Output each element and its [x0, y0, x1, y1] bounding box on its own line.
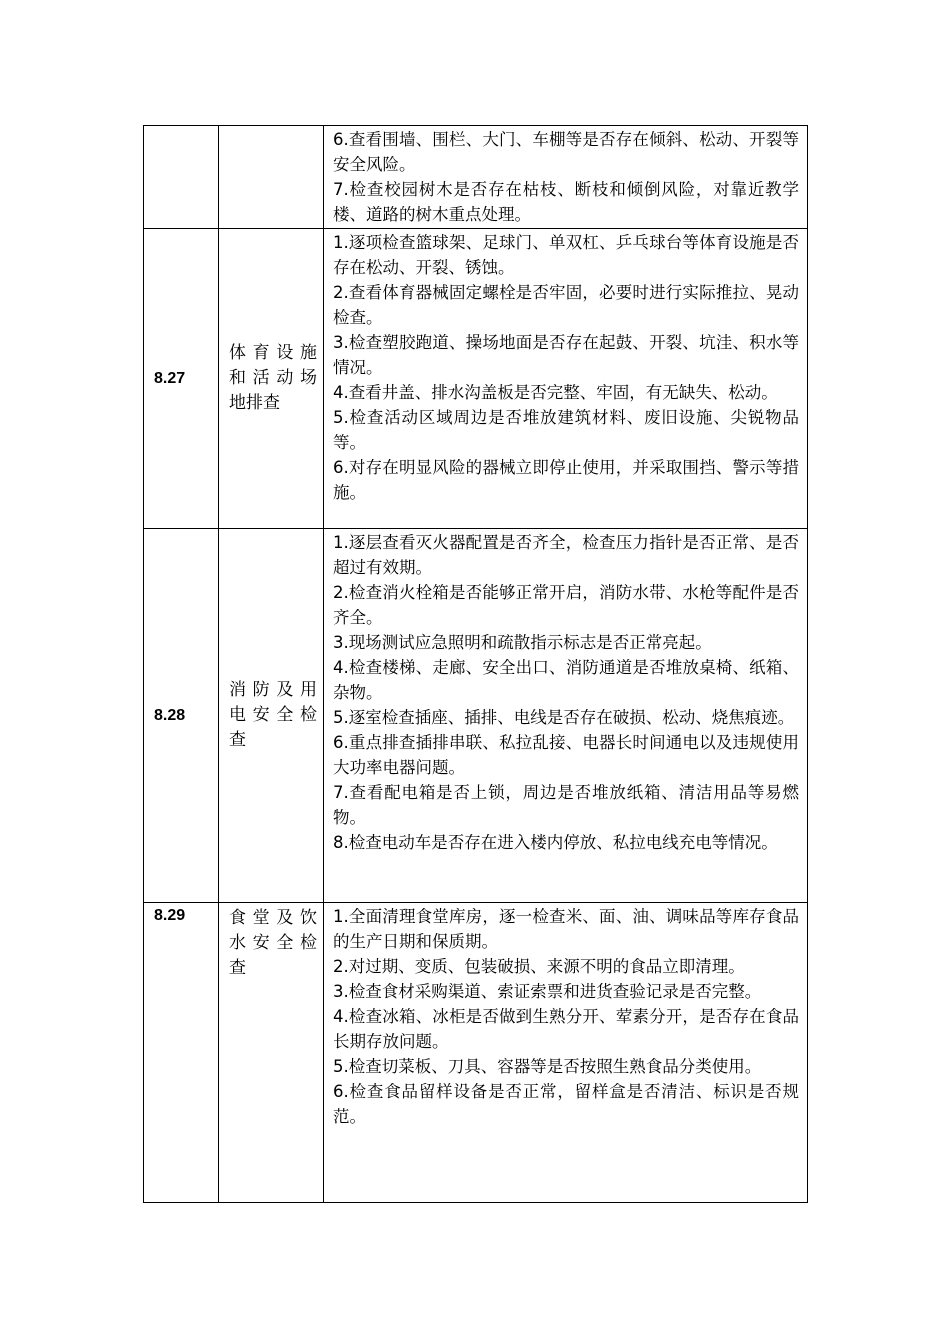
- checklist-item: 6.重点排查插排串联、私拉乱接、电器长时间通电以及违规使用大功率电器问题。: [333, 733, 799, 777]
- checklist-item: 7.检查校园树木是否存在枯枝、断枝和倾倒风险，对靠近教学楼、道路的树木重点处理。: [333, 180, 799, 224]
- topic-line: 水安全检: [229, 933, 317, 953]
- checklist-cell: [324, 229, 808, 529]
- date-cell: 8.29: [144, 903, 219, 1203]
- checklist-item: 6.查看围墙、围栏、大门、车棚等是否存在倾斜、松动、开裂等安全风险。: [333, 130, 799, 174]
- checklist-item: 6.检查食品留样设备是否正常，留样盒是否清洁、标识是否规范。: [333, 1082, 799, 1126]
- date-cell: 8.28: [144, 529, 219, 903]
- topic-line: 电安全检: [229, 705, 317, 725]
- topic-line: 消防及用: [229, 680, 317, 700]
- checklist-cell: [324, 903, 808, 1203]
- checklist-item: 8.检查电动车是否存在进入楼内停放、私拉电线充电等情况。: [333, 833, 778, 852]
- table-row: [144, 903, 808, 1203]
- checklist-item: 5.检查活动区域周边是否堆放建筑材料、废旧设施、尖锐物品等。: [333, 408, 799, 452]
- table-body: [144, 126, 808, 1203]
- topic-cell: [219, 229, 324, 529]
- topic-cell: [219, 126, 324, 229]
- checklist-item: 4.检查冰箱、冰柜是否做到生熟分开、荤素分开，是否存在食品长期存放问题。: [333, 1007, 799, 1051]
- checklist-item: 5.检查切菜板、刀具、容器等是否按照生熟食品分类使用。: [333, 1057, 762, 1076]
- topic-line: 地排查: [229, 393, 280, 413]
- checklist-item: 2.对过期、变质、包装破损、来源不明的食品立即清理。: [333, 957, 745, 976]
- checklist-item: 3.检查食材采购渠道、索证索票和进货查验记录是否完整。: [333, 982, 762, 1001]
- date-cell: 8.27: [144, 229, 219, 529]
- topic-line: 和活动场: [229, 368, 317, 388]
- checklist-item: 2.检查消火栓箱是否能够正常开启，消防水带、水枪等配件是否齐全。: [333, 583, 799, 627]
- checklist-item: 1.逐项检查篮球架、足球门、单双杠、乒乓球台等体育设施是否存在松动、开裂、锈蚀。: [333, 233, 799, 277]
- table-row: [144, 529, 808, 903]
- topic-cell: [219, 529, 324, 903]
- checklist-item: 4.检查楼梯、走廊、安全出口、消防通道是否堆放桌椅、纸箱、杂物。: [333, 658, 799, 702]
- checklist-item: 3.现场测试应急照明和疏散指示标志是否正常亮起。: [333, 633, 712, 652]
- inspection-schedule-table: [143, 125, 808, 1203]
- checklist-item: 6.对存在明显风险的器械立即停止使用，并采取围挡、警示等措施。: [333, 458, 799, 502]
- checklist-item: 3.检查塑胶跑道、操场地面是否存在起鼓、开裂、坑洼、积水等情况。: [333, 333, 799, 377]
- checklist-item: 4.查看井盖、排水沟盖板是否完整、牢固，有无缺失、松动。: [333, 383, 778, 402]
- table-row: [144, 126, 808, 229]
- checklist-item: 1.逐层查看灭火器配置是否齐全，检查压力指针是否正常、是否超过有效期。: [333, 533, 799, 577]
- date-cell: [144, 126, 219, 229]
- checklist-item: 7.查看配电箱是否上锁，周边是否堆放纸箱、清洁用品等易燃物。: [333, 783, 799, 827]
- checklist-cell: [324, 529, 808, 903]
- table-row: [144, 229, 808, 529]
- checklist-item: 2.查看体育器械固定螺栓是否牢固，必要时进行实际推拉、晃动检查。: [333, 283, 799, 327]
- topic-line: 查: [229, 730, 246, 750]
- topic-line: 查: [229, 958, 246, 978]
- checklist-cell: [324, 126, 808, 229]
- checklist-item: 1.全面清理食堂库房，逐一检查米、面、油、调味品等库存食品的生产日期和保质期。: [333, 907, 799, 951]
- topic-cell: [219, 903, 324, 1203]
- topic-line: 体育设施: [229, 343, 317, 363]
- topic-line: 食堂及饮: [229, 908, 317, 928]
- checklist-item: 5.逐室检查插座、插排、电线是否存在破损、松动、烧焦痕迹。: [333, 708, 795, 727]
